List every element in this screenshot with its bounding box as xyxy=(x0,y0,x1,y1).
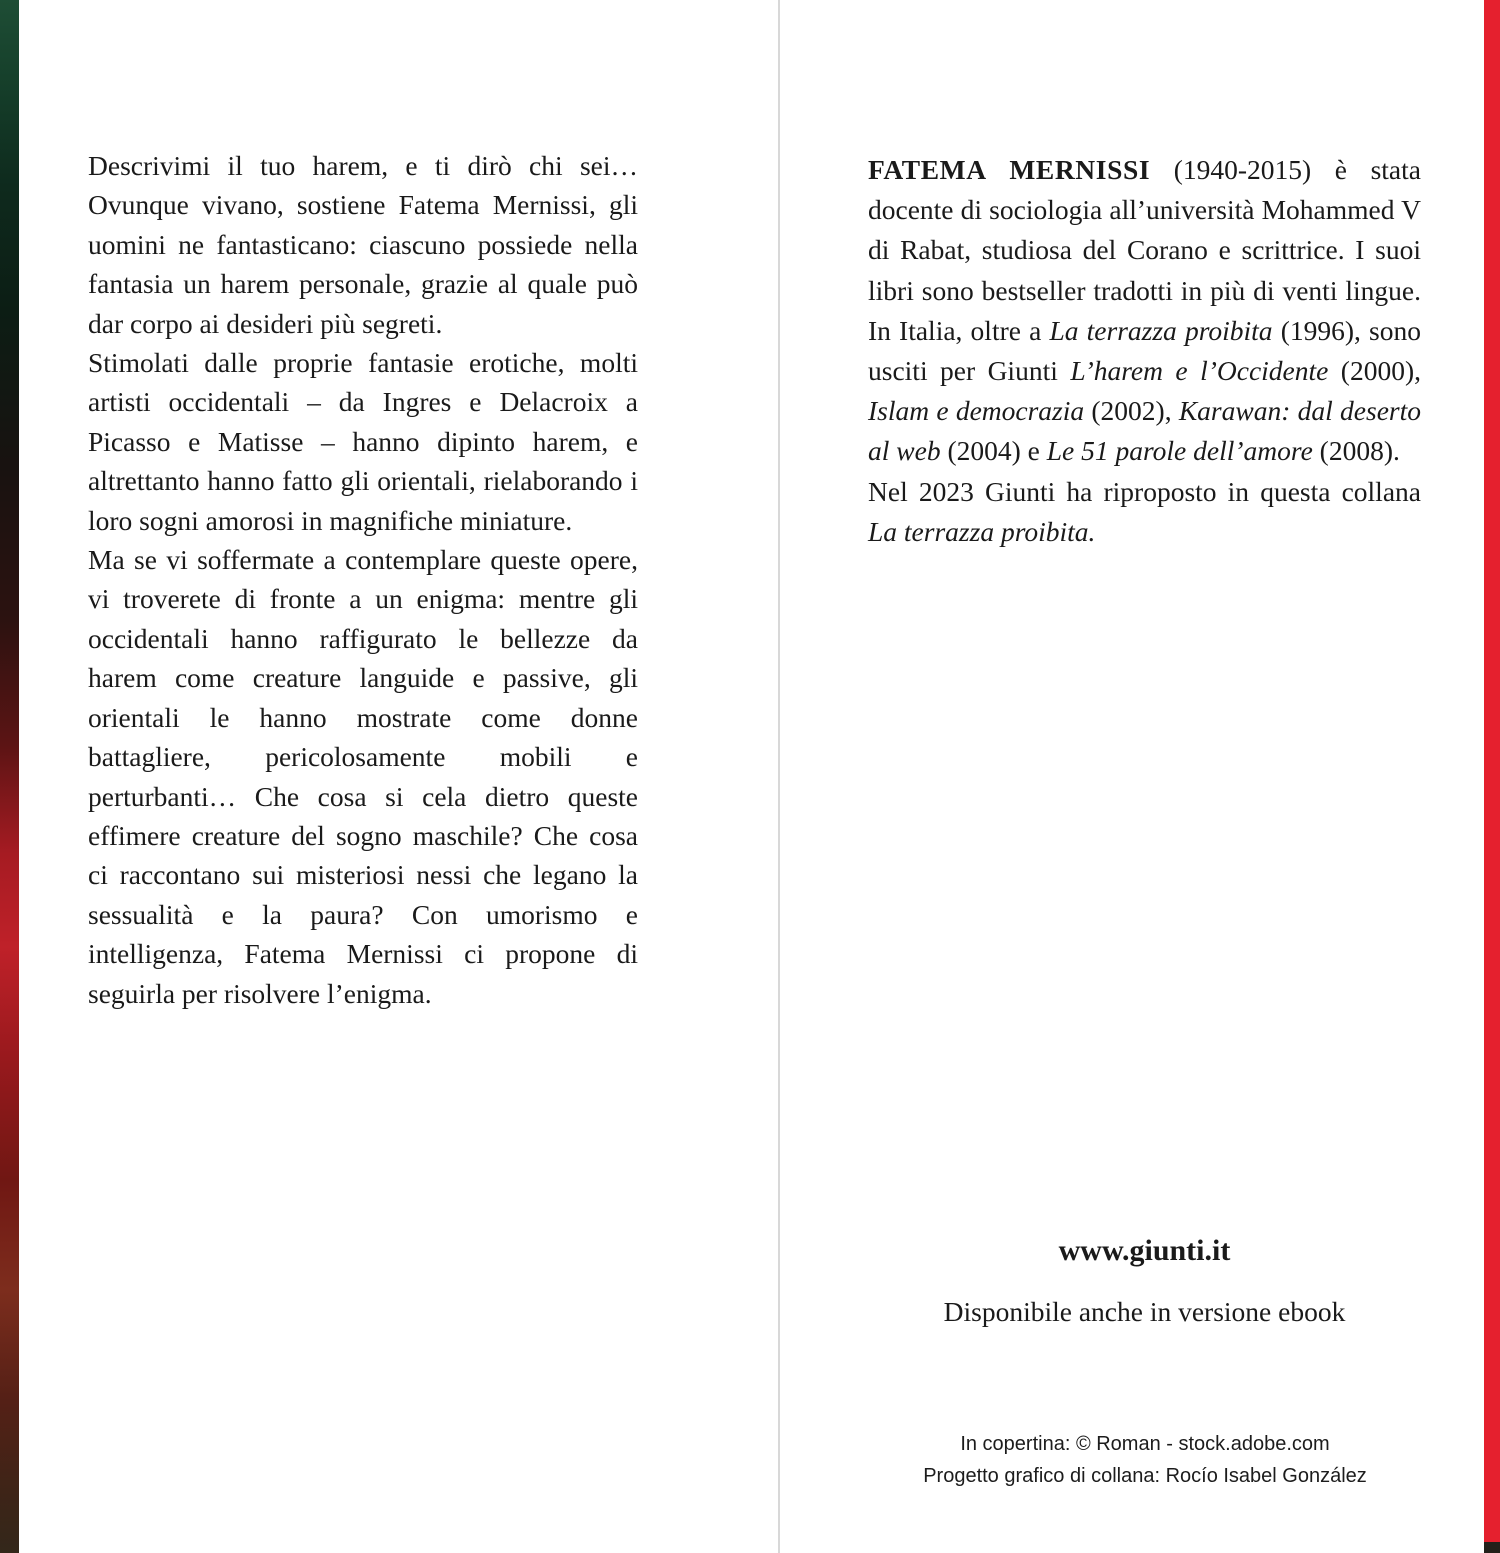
bio-text-segment: Karawan: dal deserto al web xyxy=(868,395,1421,467)
bio-text-segment: (2004) e xyxy=(940,435,1047,467)
front-flap-blurb xyxy=(88,146,638,1013)
bio-text-segment: Nel 2023 Giunti ha riproposto in questa collana xyxy=(868,475,1421,507)
ebook-availability-note: Disponibile anche in versione ebook xyxy=(943,1296,1346,1327)
credits-block xyxy=(800,1428,1490,1492)
bio-text-segment: La terrazza proibita. xyxy=(868,515,1096,547)
bio-text-segment: (1996), sono usciti per Giunti xyxy=(868,314,1421,387)
bio-text-segment: (2002), xyxy=(1084,395,1179,427)
bio-text-segment: L’harem e l’Occidente xyxy=(1070,355,1329,387)
blurb-paragraph-1: Descrivimi il tuo harem, e ti dirò chi sei… Ovunque vivano, sostiene Fatema Mernissi, gli uomini ne fantasticano: ciascuno possiede nella fantasia un harem personale, grazie al quale può dar corpo ai desideri più segreti. xyxy=(88,150,638,339)
cover-photo-credit: In copertina: © Roman - stock.adobe.com xyxy=(960,1433,1330,1455)
bio-text-segment: FATEMA MERNISSI xyxy=(868,154,1151,185)
blurb-paragraph-2: Stimolati dalle proprie fantasie erotiche, molti artisti occidentali – da Ingres e Delacroix a Picasso e Matisse – hanno dipinto harem, e altrettanto hanno fatto gli orientali, rielaborando i loro sogni amorosi in magnifiche miniature. xyxy=(88,347,638,536)
author-bio-paragraph-1 xyxy=(868,150,1421,472)
bio-text-segment: Islam e democrazia xyxy=(868,395,1085,427)
bio-text-segment: La terrazza proibita xyxy=(1049,314,1273,346)
series-design-credit: Progetto grafico di collana: Rocío Isabel González xyxy=(923,1465,1367,1487)
publisher-website-link[interactable]: www.giunti.it xyxy=(1058,1234,1231,1267)
bio-text-segment: (2008). xyxy=(1312,435,1400,467)
author-bio xyxy=(868,150,1421,552)
flap-fold-divider xyxy=(778,0,780,1553)
cover-art-edge-right xyxy=(1484,0,1500,1553)
bio-text-segment: Le 51 parole dell’amore xyxy=(1046,435,1313,467)
author-bio-paragraph-2 xyxy=(868,472,1421,552)
cover-art-edge-left xyxy=(0,0,19,1553)
blurb-paragraph-3: Ma se vi soffermate a contemplare queste opere, vi troverete di fronte a un enigma: mentre gli occidentali hanno raffigurato le bellezze da harem come creature languide e passive, gli orientali le hanno mostrate come donne battagliere, pericolosamente mobili e perturbanti… Che cosa si cela dietro queste effimere creature del sogno maschile? Che cosa ci raccontano sui misteriosi nessi che legano la sessualità e la paura? Con umorismo e intelligenza, Fatema Mernissi ci propone di seguirla per risolvere l’enigma. xyxy=(88,544,638,1009)
cover-art-edge-right-bottom xyxy=(1484,1542,1500,1553)
bio-text-segment: (2000), xyxy=(1328,355,1421,387)
bio-text-segment: (1940-2015) è stata docente di sociologia all’università Mohammed V di Rabat, studiosa del Corano e scrittrice. I suoi libri sono bestseller tradotti in più di venti lingue. In Italia, oltre a xyxy=(868,154,1421,346)
